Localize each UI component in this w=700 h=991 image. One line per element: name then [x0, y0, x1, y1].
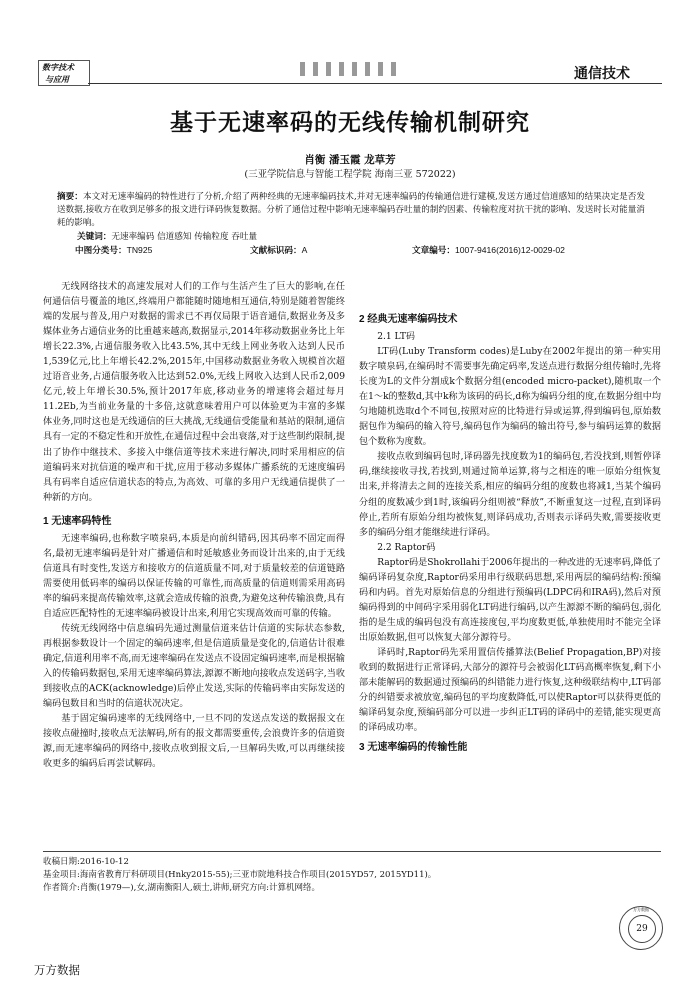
section-tag: 通信技术 [574, 65, 630, 81]
clc-label: 中图分类号： [75, 245, 127, 255]
article-authors: 肖衡 潘玉霞 龙草芳 [304, 154, 396, 166]
section-1-paragraph-2: 传统无线网络中信息编码先通过测量信道来估计信道的实际状态参数,再根据参数设计一个固定的编码速率,但是信道质量是变化的,信道估计很难确定,信道利用率不高,而无速率编码在发送点不设固定编码速率,而是根据输入的传输码数据包,采用无速率编码算法,源源不断地向接收点发送码字,当收到接收点的ACK(acknowledge)后停止发送,实际的传输码率由实际发送的编码包数目和当时的信道状况决定。 [43, 623, 345, 710]
header-decoration [300, 62, 396, 76]
fund-note: 基金项目:海南省教育厅科研项目(Hnky2015-55);三亚市院地科技合作项目(2015YD57, 2015YD11)。 [43, 870, 437, 880]
keywords [77, 230, 645, 244]
footnote-rule [43, 851, 661, 852]
received-date: 收稿日期:2016-10-12 [43, 857, 129, 867]
author-bio: 作者简介:肖衡(1979—),女,湖南衡阳人,硕士,讲师,研究方向:计算机网络。 [43, 883, 321, 893]
clc-number [75, 244, 152, 256]
section-2-1-paragraph-2: 接收点收到编码包时,译码器先找度数为1的编码包,若没找到,则暂停译码,继续接收寻找,若找到,则通过简单运算,将与之相连的唯一原始分组恢复出来,并将清去之间的连接关系,相应的编码分组的度数也将减1,当某个编码分组的度数减少到1时,该编码分组则被“释放”,不断重复这一过程,直到译码停止,若所有原始分组均被恢复,则译码成功,否则表示译码失败,需要接收更多的编码分组才能继续进行译码。 [359, 452, 661, 538]
section-1-heading: 1 无速率码特性 [43, 515, 112, 527]
watermark: 万方数据 [34, 965, 80, 977]
intro-paragraph: 无线网络技术的高速发展对人们的工作与生活产生了巨大的影响,在任何通信信号覆盖的地区,终端用户都能随时随地相互通信,特别是随着智能终端的发展与普及,用户对数据的需求已不再仅局限于语音通信,数据业务及多媒体业务占通信业务的比重越来越高,数据显示,2014年移动数据业务比上年增长22.3%,占通信服务收入比43.5%,其中无线上网业务收入达到人民币1,539亿元,比上年增长42.2%,2015年,中国移动数据业务收入规模首次超过语音业务,占通信服务收入比达到52.0%,无线上网收入达到人民币2,009亿元,较上年增长30.5%,预计2017年底,移动业务的增速将会超过每月11.2Eb,为当前业务量的十多倍,这就意味着用户可以体验更为丰富的多媒体业务,同时这也是无线通信的巨大挑战,无线通信受能量和基站的限制,通信具有一定的不稳定性和开放性,在通信过程中会出衰落,对于这些制约限制,提出了协作中继技术、多接入中继信道等技术来进行解决,同时采用相应的信道编码来对抗信道的噪声和干扰,应用于移动多媒体广播系统的无速度编码具有码率自适应信道状态的特点,为高效、可靠的多用户无线通信提供了一种新的方向。 [43, 282, 345, 503]
section-2-2-paragraph-2: 译码时,Raptor码先采用置信传播算法(Belief Propagation,BP)对接收到的数据进行正常译码,大部分的源符号会被弱化LT码高概率恢复,剩下小部未能解码的数据通过预编码的纠错能力进行恢复,这种级联结构中,LT码部分的纠错要求被放宽,编码包的平均度数降低,可以使Raptor可以获得更低的编译码复杂度,预编码部分可以进一步纠正LT码的译码中的差错,能实现更高的译码成功率。 [359, 647, 661, 734]
artno-label: 文章编号： [412, 245, 455, 255]
section-2-2-heading: 2.2 Raptor码 [377, 542, 436, 553]
page-number: 29 [628, 915, 656, 943]
section-1-paragraph-1: 无速率编码,也称数字喷泉码,本质是向前纠错码,因其码率不固定而得名,最初无速率编码是针对广播通信和时延敏感业务而设计出来的,由于无线信道具有时变性,发送方和接收方的信道质量不同,对于质量较差的信道链路需要使用低码率的编码以保证传输的可靠性,而高质量的信道则需采用高码率的编码来提高传输效率,这就会造成传输的浪费,为避免这种传输浪费,具有自适应匹配特性的无速率编码被设计出来,利用它实现高效而可靠的传输。 [43, 533, 345, 619]
clc-value: TN925 [126, 245, 153, 255]
doc-value: A [301, 245, 308, 255]
artno-value: 1007-9416(2016)12-0029-02 [454, 245, 565, 255]
document-code [250, 244, 307, 256]
abstract-block [57, 190, 645, 244]
section-3-heading: 3 无速率编码的传输性能 [359, 742, 468, 754]
abstract-text: 本文对无速率编码的特性进行了分析,介绍了两种经典的无速率编码技术,并对无速率编码的传输通信进行建模,发送方通过信道感知的结果决定是否发送数据,接收方在收到足够多的报文进行译码恢复数据。分析了通信过程中影响无速率编码吞吐量的制约因素、传输粒度对抗干扰的影响、发送时长对能量消耗的影响。 [57, 192, 645, 228]
section-2-1-heading: 2.1 LT码 [377, 332, 415, 342]
header-rule [88, 83, 662, 84]
section-2-heading: 2 经典无速率编码技术 [359, 314, 458, 325]
abstract [57, 190, 645, 230]
keywords-text: 无速率编码 信道感知 传输粒度 吞吐量 [111, 232, 258, 242]
article-affiliation: (三亚学院信息与智能工程学院 海南三亚 572022) [244, 169, 456, 180]
page-seal [619, 906, 663, 950]
doc-label: 文献标识码： [250, 245, 302, 255]
article-number [412, 244, 565, 256]
section-2-2-paragraph-1: Raptor码是Shokrollahi于2006年提出的一种改进的无速率码,降低了编码译码复杂度,Raptor码采用串行级联码思想,采用两层的编码结构:预编码和内码。首先对原始信息的分组进行预编码(LDPC码和IRA码),然后对预编码得到的中间码字采用弱化LT码进行编码,以产生源源不断的编码包,弱化指的是生成的编码包没有高连接度包,平均度数更低,单独使用时不能完全译出原始数据,但可以恢复大部分源符号。 [359, 557, 661, 643]
journal-logo-line1: 数字技术 [42, 62, 74, 72]
article-title: 基于无速率码的无线传输机制研究 [170, 109, 530, 136]
body-right-column [359, 280, 661, 758]
section-1-paragraph-3: 基于固定编码速率的无线网络中,一旦不同的发送点发送的数据报文在接收点碰撞时,接收点无法解码,所有的报文都需要重传,会浪费许多的信道资源,而无速率编码的网络中,接收点收到报文后,一旦解码失败,可以再继续接收更多的编码后再尝试解码。 [43, 714, 345, 770]
body-left-column [43, 280, 345, 772]
section-2-1-paragraph-1: LT码(Luby Transform codes)是Luby在2002年提出的第一种实用数字喷泉码,在编码时不需要事先确定码率,发送点进行数据分组传输时,先将长度为L的文件分割成k个数据分组(encoded micro-packet),随机取一个在1～k的整数d,其中k称为该码的码长,d称为编码分组的度,在数据分组中均匀地随机选取d个不同包,按照对应的比特进行异或运算,得到编码包,原始数据包作为编码的输入符号,编码包作为编码的输出符号,参与编码运算的数据包个数称为度数。 [359, 347, 661, 448]
footnotes [43, 856, 663, 895]
journal-logo [38, 60, 90, 86]
keywords-label: 关键词： [77, 231, 112, 241]
abstract-label: 摘要： [57, 191, 83, 201]
journal-logo-line2: 与应用 [45, 74, 69, 84]
seal-text: 万方数据 [633, 907, 649, 912]
